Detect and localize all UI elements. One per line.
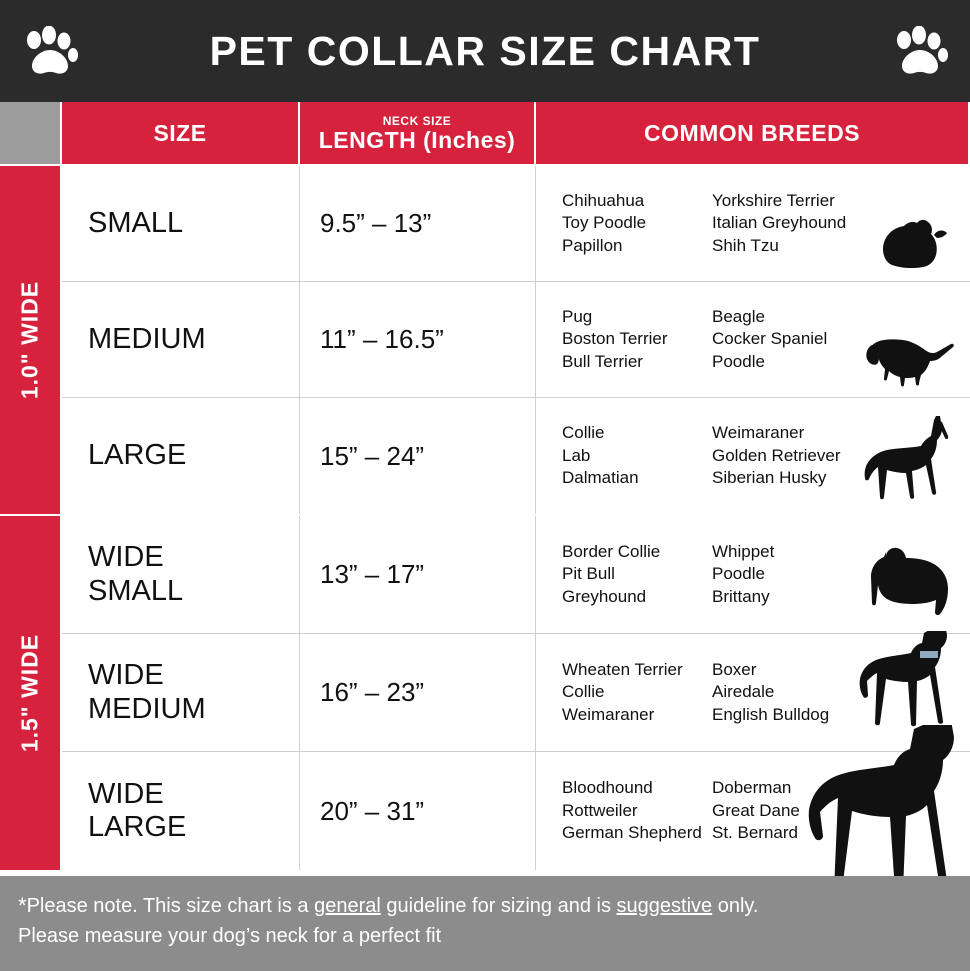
footer-underline-suggestive: suggestive bbox=[616, 895, 713, 917]
cell-length: 16” – 23” bbox=[300, 634, 536, 751]
breeds-column-2 bbox=[712, 190, 846, 257]
group-rows bbox=[62, 166, 970, 514]
breeds-column-1 bbox=[562, 777, 712, 844]
breed-item: Rottweiler bbox=[562, 800, 638, 820]
cell-size bbox=[62, 398, 300, 514]
chart-header bbox=[0, 0, 970, 102]
breed-item: Beagle bbox=[712, 306, 765, 326]
breed-item: Cocker Spaniel bbox=[712, 329, 828, 349]
breeds-column-2 bbox=[712, 541, 774, 608]
cell-length: 20” – 31” bbox=[300, 752, 536, 870]
footer-note bbox=[0, 876, 970, 971]
column-header-breeds: COMMON BREEDS bbox=[536, 102, 970, 164]
group-label-text: 1.0" WIDE bbox=[16, 280, 43, 400]
breed-item: Siberian Husky bbox=[712, 468, 827, 488]
cell-breeds bbox=[536, 398, 970, 514]
breed-item: Pug bbox=[562, 306, 593, 326]
breed-item: Chihuahua bbox=[562, 190, 645, 210]
breed-item: Bloodhound bbox=[562, 778, 653, 798]
cell-size bbox=[62, 752, 300, 870]
cell-size bbox=[62, 282, 300, 397]
breed-item: Lab bbox=[562, 445, 591, 465]
group-label-text: 1.5" WIDE bbox=[16, 633, 43, 753]
cell-length: 15” – 24” bbox=[300, 398, 536, 514]
breed-item: Whippet bbox=[712, 541, 775, 561]
breed-item: Collie bbox=[562, 423, 605, 443]
column-header-length-main: LENGTH (Inches) bbox=[318, 126, 516, 153]
breeds-column-2 bbox=[712, 777, 800, 844]
pomeranian-silhouette bbox=[872, 213, 960, 277]
table-row bbox=[62, 398, 970, 514]
size-label: WIDE bbox=[88, 777, 164, 810]
paw-icon bbox=[892, 26, 948, 78]
breed-item: Border Collie bbox=[562, 541, 661, 561]
size-label-line2: MEDIUM bbox=[88, 692, 206, 725]
breeds-column-1 bbox=[562, 541, 712, 608]
breed-item: Pit Bull bbox=[562, 564, 615, 584]
breed-item: Shih Tzu bbox=[712, 235, 779, 255]
breeds-column-1 bbox=[562, 306, 712, 373]
size-label: SMALL bbox=[88, 206, 184, 239]
asterisk-marker: * bbox=[18, 893, 27, 918]
footer-line-1 bbox=[18, 890, 952, 922]
breed-item: Bull Terrier bbox=[562, 351, 643, 371]
breeds-column-2 bbox=[712, 422, 841, 489]
footer-text-a: Please note. This size chart is a bbox=[26, 895, 315, 917]
bulldog-silhouette bbox=[864, 543, 960, 629]
breed-item: English Bulldog bbox=[712, 704, 830, 724]
page-title: PET COLLAR SIZE CHART bbox=[209, 27, 761, 74]
size-label: WIDE bbox=[88, 541, 164, 574]
breed-item: Weimaraner bbox=[562, 704, 655, 724]
breed-item: Golden Retriever bbox=[712, 445, 841, 465]
breed-item: Brittany bbox=[712, 586, 770, 606]
group-label-1-inch bbox=[0, 166, 62, 514]
cell-length: 11” – 16.5” bbox=[300, 282, 536, 397]
corner-cell bbox=[0, 102, 62, 164]
cell-size bbox=[62, 516, 300, 633]
cell-size bbox=[62, 166, 300, 281]
column-header-length bbox=[300, 102, 536, 164]
cell-breeds bbox=[536, 166, 970, 281]
size-label-line2: SMALL bbox=[88, 574, 184, 607]
footer-underline-general: general bbox=[314, 895, 381, 917]
footer-line-2: Please measure your dog’s neck for a perfect fit bbox=[18, 924, 442, 947]
breed-item: Wheaten Terrier bbox=[562, 659, 683, 679]
table-column-header bbox=[0, 102, 970, 166]
paw-icon bbox=[22, 26, 78, 78]
breed-item: Collie bbox=[562, 682, 605, 702]
cell-length: 9.5” – 13” bbox=[300, 166, 536, 281]
size-label: LARGE bbox=[88, 439, 187, 472]
column-header-size: SIZE bbox=[62, 102, 300, 164]
breed-item: Poodle bbox=[712, 351, 765, 371]
footer-text-c: only. bbox=[712, 895, 759, 917]
size-label: MEDIUM bbox=[88, 322, 206, 355]
footer-text-b: guideline for sizing and is bbox=[380, 895, 617, 917]
breed-item: Poodle bbox=[712, 564, 765, 584]
breed-item: Yorkshire Terrier bbox=[712, 190, 835, 210]
breed-item: Toy Poodle bbox=[562, 213, 647, 233]
cell-size bbox=[62, 634, 300, 751]
breed-item: Airedale bbox=[712, 682, 775, 702]
beagle-silhouette bbox=[860, 323, 960, 393]
breeds-column-1 bbox=[562, 659, 712, 726]
cell-breeds bbox=[536, 516, 970, 633]
table-row bbox=[62, 166, 970, 282]
table-row bbox=[62, 516, 970, 634]
column-header-length-sub: NECK SIZE bbox=[382, 113, 452, 128]
cell-length: 13” – 17” bbox=[300, 516, 536, 633]
breeds-column-1 bbox=[562, 190, 712, 257]
breed-item: Papillon bbox=[562, 235, 623, 255]
cell-breeds bbox=[536, 282, 970, 397]
table-row bbox=[62, 282, 970, 398]
breed-item: Doberman bbox=[712, 778, 792, 798]
group-label-1-5-inch bbox=[0, 516, 62, 870]
breed-item: Weimaraner bbox=[712, 423, 805, 443]
size-group-1-inch bbox=[0, 166, 970, 516]
size-label-line2: LARGE bbox=[88, 811, 187, 843]
breed-item: Greyhound bbox=[562, 586, 647, 606]
breed-item: Great Dane bbox=[712, 800, 800, 820]
breeds-column-2 bbox=[712, 659, 829, 726]
breeds-column-1 bbox=[562, 422, 712, 489]
breed-item: Italian Greyhound bbox=[712, 213, 847, 233]
breed-item: Boston Terrier bbox=[562, 329, 668, 349]
size-label: WIDE bbox=[88, 659, 164, 692]
breed-item: Dalmatian bbox=[562, 468, 639, 488]
breed-item: German Shepherd bbox=[562, 823, 702, 843]
breed-item: St. Bernard bbox=[712, 823, 798, 843]
breed-item: Boxer bbox=[712, 659, 757, 679]
breeds-column-2 bbox=[712, 306, 827, 373]
shepherd-silhouette bbox=[856, 416, 960, 510]
